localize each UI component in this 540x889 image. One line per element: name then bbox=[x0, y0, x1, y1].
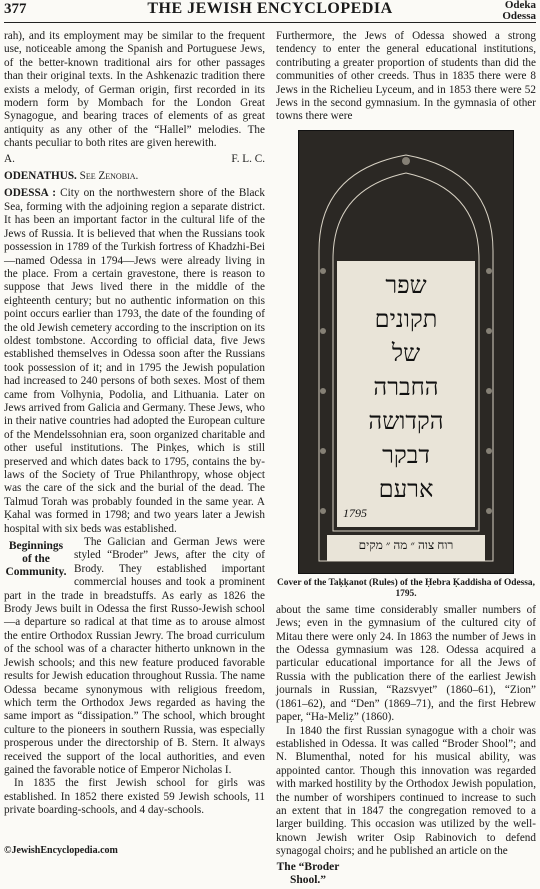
figure-bottom-inscription: רוח צוה ״ מה ״ מקים bbox=[358, 537, 454, 552]
running-head-word-2: Odessa bbox=[502, 10, 536, 22]
side-heading: The “Broder Shool.” bbox=[276, 860, 340, 886]
figure-takkanot-cover bbox=[298, 130, 514, 574]
paragraph: City on the northwestern shore of the Black Sea, forming with the adjoining region a separate district. It has been an important factor in the cultural life of the Jews of Russia. It is believed that when the Russians took possession in 1789 of the Turkish fortress of Khadzhi-Bei—named Odessa in 1794—Jews were already living in the place. From a certain gravestone, there is reason to suppose that Jews lived there in the middle of the eighteenth century; but no authentic information on this point occurs earlier than 1793, the date of the founding of the old Jewish cemetery according to the inscription on its oldest tombstone. According to official data, five Jews established themselves in Odessa soon after the Russians took possession of it; and in 1795 the Jewish population had increased to 240 persons of both sexes. Most of them came from Volhynia, Podolia, and Lithuania. Later on Jews arrived from Galicia and Germany. These Jews, who in their native countries had adopted the European culture of the Mendelssohnian era, soon organized charitable and other useful institutions. The Pinḳes, which is still preserved and which dates back to 1795, contains the by-laws of the Society of True Philanthropy, whose object was the care of the sick and the burial of the dead. The Talmud Torah was probably founded in the same year. A Ḳahal was formed in 1798; and two years later a Jewish hospital with six beds was established. bbox=[4, 187, 265, 535]
entry-odenathus bbox=[4, 170, 265, 183]
paragraph: The Galician and German Jews were styled “Broder” Jews, after the city of Brody. They established important commercial houses and took a prominent part in the trade in breadstuffs. As early as 1826 the Brody Jews built in Odessa the first Russo-Jewish school—a departure so radical at that time as to arouse almost the entire Orthodox Russian Jewry. The broad curriculum of the school was of a character hitherto unknown in the Jewish schools; and this new feature produced favorable results for Jewish education throughout Russia. The name Odessa became synonymous with religious freedom, which term the Orthodox Jews regarded as having the same import as “dissipation.” The school, which brought culture to the pioneers in southern Russia, was especially prosperous under the directorship of B. Stern. It always received the support of the local authorities, and even gained the favorable notice of Emperor Nicholas I. bbox=[4, 536, 265, 776]
signature-left: A. bbox=[4, 152, 15, 165]
column-right bbox=[276, 30, 536, 889]
hebrew-line: דבקר bbox=[382, 442, 430, 469]
paragraph: rah), and its employment may be similar to the frequent use, noticeable among the Spanish and Portuguese Jews, of the better-known traditional airs for other passages than their original texts. In the Ashkenazic tradition there exists a melody, of German origin, first recorded in its modern form by Mombach for the London Great Synagogue, and bearing traces of elements of as great antiquity as any other of the “Hallel” melodies. The chants peculiar to both rites are given herewith. bbox=[4, 30, 265, 150]
paragraph: In 1835 the first Jewish school for girls was established. In 1852 there existed 59 Jewish schools, 11 private boarding-schools, and 4 day-schools. bbox=[4, 777, 265, 817]
hebrew-line: הקדושה bbox=[368, 408, 444, 435]
signature-right: F. L. C. bbox=[231, 152, 265, 165]
entry-odessa bbox=[4, 187, 265, 536]
hebrew-line: תקונים bbox=[374, 306, 438, 333]
side-heading: Beginnings of the Community. bbox=[5, 540, 67, 579]
hebrew-line: ארעם bbox=[378, 476, 434, 503]
figure-caption: Cover of the Taḳḳanot (Rules) of the Ḥebra Ḳaddisha of Odessa, 1795. bbox=[277, 577, 535, 599]
paragraph: Furthermore, the Jews of Odessa showed a strong tendency to enter the general educational institutions, contributing a greater proportion of students than did the communities of other creeds. Thus in 1835 there were 8 Jews in the Richelieu Lyceum, and in 1853 there were 52 Jews in the second gymnasium. In the gymnasia of other towns there were bbox=[276, 30, 536, 123]
paragraph: In 1840 the first Russian synagogue with a choir was established in Odessa. It was called “Broder Shool”; and N. Blumenthal, noted for his musical ability, was appointed cantor. Though this innovation was regarded with marked hostility by the Orthodox Jewish population, the number of worshipers continued to increase to such an extent that in 1847 the congregation removed to a larger building. This occasion was utilized by the well-known Jewish writer Osip Rabinovich to defend synagogal choirs; and he published an article on the bbox=[276, 724, 536, 858]
entry-heading: ODENATHUS. bbox=[4, 170, 77, 183]
cross-reference[interactable]: See Zenobia. bbox=[79, 170, 139, 183]
figure-year: 1795 bbox=[343, 505, 367, 520]
hebrew-line: שפר bbox=[385, 272, 427, 299]
page-number: 377 bbox=[4, 1, 27, 17]
running-head-right bbox=[502, 0, 536, 22]
entry-heading: ODESSA : bbox=[4, 187, 57, 200]
hebrew-line: של bbox=[391, 340, 421, 367]
header-rule bbox=[4, 22, 536, 23]
hebrew-line: החברה bbox=[373, 374, 439, 401]
column-left bbox=[4, 30, 265, 818]
paragraph: about the same time considerably smaller numbers of Jews; even in the gymnasium of the cultured city of Mitau there were only 24. In 1863 the number of Jews in the Odessa gymnasium was 128. Odessa acquired a particular educational importance for all the Jews of Russia with the publication there of the earliest Jewish journals in Russian, “Razsvyet” (1860–61), “Zion” (1861–62), and “Den” (1869–71), and the first Hebrew paper, “Ha-Meliẓ” (1860). bbox=[276, 603, 536, 724]
signature-line bbox=[4, 153, 265, 166]
running-head-word-1: Odeka bbox=[504, 0, 536, 11]
running-title: THE JEWISH ENCYCLOPEDIA bbox=[147, 0, 393, 17]
site-footer-link[interactable]: ©JewishEncyclopedia.com bbox=[4, 845, 118, 856]
page-header bbox=[0, 0, 540, 22]
figure-hebrew-title bbox=[337, 269, 475, 507]
